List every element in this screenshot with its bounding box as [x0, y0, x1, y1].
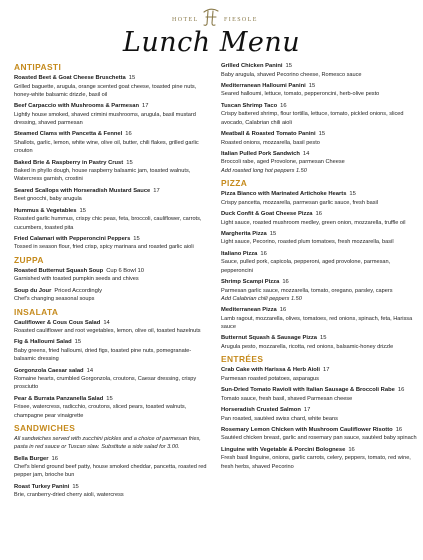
item-name: Sun-Dried Tomato Ravioli with Italian Sausage & Broccoli Rabe [221, 387, 395, 394]
page-title: Lunch Menu [122, 27, 301, 58]
menu-item [221, 426, 417, 443]
item-price: 14 [302, 150, 310, 157]
menu-item [14, 483, 210, 500]
item-price: 15 [318, 130, 326, 137]
item-description: Brie, cranberry-dried cherry aioli, watercress [14, 492, 124, 499]
item-description: Grilled baguette, arugula, orange scented goat cheese, toasted pine nuts, honey-white balsamic drizzle, basil oil [14, 83, 197, 98]
brand-word-fiesole: FIESOLE [224, 17, 258, 23]
right-column [221, 62, 417, 474]
item-price: 16 [395, 426, 403, 433]
menu-item [221, 150, 417, 175]
item-name: Fig & Halloumi Salad [14, 339, 72, 346]
hotel-monogram-logo [200, 6, 222, 28]
item-name: Italian Pulled Pork Sandwich [221, 150, 300, 157]
item-price: 15 [320, 335, 327, 342]
menu-item [14, 267, 210, 284]
menu-item [14, 74, 210, 99]
item-price: 16 [282, 278, 289, 285]
menu-item [14, 187, 210, 204]
item-price: 15 [308, 82, 316, 89]
item-name: Hummus & Vegetables [14, 207, 77, 214]
item-price: 16 [280, 102, 287, 109]
item-description: Frisee, watercress, radicchio, croutons, sliced pears, toasted walnuts, champagne pear vinaigrette [14, 404, 187, 419]
menu-item [14, 102, 210, 127]
item-description: Baby greens, fried halloumi, dried figs, toasted pine nuts, pomegranate-balsamic dressing [14, 347, 192, 363]
item-name: Baked Brie & Raspberry in Pastry Crust [14, 159, 124, 166]
item-name: Pear & Burrata Panzanella Salad [14, 395, 104, 402]
item-description: Fresh basil linguine, onions, garlic carrots, celery, peppers, tomato, red wine, fresh herbs, shaved Pecorino [221, 455, 411, 470]
item-addon-note: Add roasted long hot peppers 1.50 [221, 167, 307, 174]
item-description: Sauce, pulled pork, capicola, pepperoni, aged provolone, parmesan, pepperoncini [221, 259, 391, 274]
item-name: Duck Confit & Goat Cheese Pizza [221, 210, 313, 217]
menu-item [221, 306, 417, 331]
menu-item [221, 210, 417, 227]
item-description: Arugula pesto, mozzarella, ricotta, red onions, balsamic-honey drizzle [221, 343, 394, 350]
item-name: Italiano Pizza [221, 250, 258, 257]
left-column [14, 62, 210, 503]
item-price: 17 [303, 406, 311, 413]
section-heading-zuppa: ZUPPA [14, 254, 44, 265]
item-price: 17 [142, 103, 149, 110]
item-description: Roasted garlic hummus, crispy chic peas, feta, broccoli, cauliflower, carrots, cucumbers, toasted pita [14, 216, 202, 231]
item-price: 16 [315, 210, 322, 217]
menu-item [221, 102, 417, 127]
item-price: 15 [79, 207, 86, 214]
brand-word-hotel: HOTEL [172, 17, 199, 23]
item-name: Soup du Jour [14, 287, 52, 294]
item-name: Shrimp Scampi Pizza [221, 278, 280, 285]
item-price: 16 [51, 455, 58, 462]
item-description: Romaine hearts, crumbled Gorgonzola, croutons, Caesar dressing, crispy prosciutto [14, 376, 197, 391]
item-name: Beef Carpaccio with Mushrooms & Parmesan [14, 103, 139, 110]
menu-item [14, 159, 210, 184]
item-description: Chef's changing seasonal soups [14, 296, 95, 303]
menu-item [221, 446, 417, 471]
item-name: Pizza Bianco with Marinated Artichoke Hearts [221, 191, 347, 198]
item-description: Shallots, garlic, lemon, white wine, olive oil, butter, chili flakes, grilled garlic crouton [14, 139, 199, 155]
item-description: Parmesan roasted potatoes, asparagus [221, 375, 319, 382]
item-price: 17 [153, 187, 160, 194]
item-name: Horseradish Crusted Salmon [221, 406, 301, 413]
item-description: Tomato sauce, fresh basil, shaved Parmesan cheese [221, 395, 353, 402]
item-price: 14 [86, 367, 94, 374]
pizza-list [221, 190, 417, 351]
item-name: Bella Burger [14, 455, 49, 462]
item-name: Grilled Chicken Panini [221, 63, 283, 69]
section-heading-pizza: PIZZA [221, 178, 248, 189]
menu-item [14, 319, 210, 336]
item-name: Crab Cake with Harissa & Herb Aioli [221, 367, 321, 374]
item-description: Seared halloumi, lettuce, tomato, pepperoncini, herb-olive pesto [221, 91, 380, 98]
item-price: 15 [106, 395, 113, 402]
zuppa-list [14, 267, 210, 304]
item-description: Light sauce, roasted mushroom medley, green onion, mozzarella, truffle oil [221, 219, 406, 226]
item-name: Mediterranean Pizza [221, 307, 277, 314]
item-name: Gorgonzola Caesar salad [14, 367, 84, 374]
item-price: 15 [269, 230, 277, 237]
item-price: 16 [348, 446, 355, 453]
item-price: 16 [397, 387, 405, 394]
item-name: Seared Scallops with Horseradish Mustard Sauce [14, 187, 151, 194]
item-description: Beet gnocchi, baby arugula [14, 196, 82, 203]
item-description: Roasted onions, mozzarella, basil pesto [221, 139, 320, 146]
item-price: 16 [260, 250, 267, 257]
item-description: Baby arugula, shaved Pecorino cheese, Romesco sauce [221, 71, 362, 78]
item-name: Margherita Pizza [221, 230, 267, 237]
sandwiches-continued-list [221, 62, 417, 175]
menu-item [14, 367, 210, 392]
menu-item [221, 334, 417, 351]
item-name: Roasted Butternut Squash Soup [14, 267, 104, 274]
item-description: Chef's blend ground beef patty, house smoked cheddar, pancetta, roasted red pepper jam, brioche bun [14, 464, 207, 479]
section-heading-sandwiches: SANDWICHES [14, 422, 76, 433]
item-price: Cup 6 Bowl 10 [106, 267, 144, 274]
item-name: Rosemary Lemon Chicken with Mushroom Cauliflower Risotto [221, 426, 393, 433]
item-description: Parmesan garlic sauce, mozzarella, tomato, oregano, parsley, capers [221, 287, 393, 294]
item-description: Crispy battered shrimp, flour tortilla, lettuce, tomato, pickled onions, sliced avocado, Calabrian chili aioli [221, 111, 404, 126]
item-description: Crispy pancetta, mozzarella, parmesan garlic sauce, fresh basil [221, 199, 379, 206]
item-name: Butternut Squash & Sausage Pizza [221, 335, 317, 342]
section-heading-entrees: ENTRÉES [221, 354, 264, 365]
item-price: 15 [74, 339, 82, 346]
item-name: Steamed Clams with Pancetta & Fennel [14, 131, 123, 138]
item-description: Lightly house smoked, shaved crimini mushrooms, arugula, basil mustard dressing, shaved parmesan [14, 111, 196, 127]
menu-header [0, 0, 423, 64]
item-name: Fried Calamari with Pepperoncini Peppers [14, 235, 131, 242]
menu-item [14, 235, 210, 252]
section-heading-antipasti: ANTIPASTI [14, 62, 62, 72]
item-description: Tossed in season flour, fried crisp, spicy marinara and roasted garlic aioli [14, 244, 194, 251]
item-price: 15 [133, 235, 140, 242]
item-name: Cauliflower & Cous Cous Salad [14, 319, 101, 326]
menu-item [14, 338, 210, 363]
insalata-list [14, 319, 210, 420]
menu-item [221, 250, 417, 275]
item-name: Roast Turkey Panini [14, 483, 70, 490]
item-description: Light sauce, Pecorino, roasted plum tomatoes, fresh mozzarella, basil [221, 239, 394, 246]
menu-item [14, 395, 210, 420]
menu-item [221, 62, 417, 79]
sandwiches-note: All sandwiches served with zucchini pickles and a choice of parmesan fries, pasta in red sauce or Tuscan slaw. Substitute a side salad for 3.00. [14, 435, 201, 451]
item-name: Tuscan Shrimp Taco [221, 102, 278, 109]
item-price: 14 [103, 319, 110, 326]
antipasti-list [14, 74, 210, 252]
item-name: Linguine with Vegetable & Porcini Bolognese [221, 446, 346, 453]
menu-item [221, 278, 417, 303]
item-price: 15 [349, 191, 356, 198]
item-name: Meatball & Roasted Tomato Panini [221, 130, 316, 137]
item-description: Garnished with toasted pumpkin seeds and chives [14, 276, 139, 283]
menu-item [221, 130, 417, 147]
menu-item [221, 190, 417, 207]
item-description: Lamb ragout, mozzarella, olives, tomatoes, red onions, spinach, feta, Harissa sauce [221, 315, 413, 330]
item-price: Priced Accordingly [54, 287, 103, 294]
item-name: Roasted Beet & Goat Cheese Bruschetta [14, 75, 126, 81]
entrees-list [221, 366, 417, 471]
item-description: Roasted cauliflower and root vegetables, lemon, olive oil, toasted hazelnuts [14, 328, 201, 335]
item-price: 15 [128, 75, 136, 81]
menu-item [14, 130, 210, 155]
menu-item [221, 366, 417, 383]
item-price: 17 [323, 367, 330, 374]
item-description: Sautéed chicken breast, garlic and rosemary pan sauce, sautéed baby spinach [221, 435, 417, 442]
item-price: 15 [126, 159, 133, 166]
item-name: Mediterranean Halloumi Panini [221, 82, 306, 89]
menu-item [221, 230, 417, 247]
item-price: 15 [72, 483, 79, 490]
item-description: Pan roasted, sautéed swiss chard, white beans [221, 415, 338, 422]
sandwiches-list [14, 455, 210, 500]
item-price: 15 [285, 63, 292, 69]
item-description: Baked in phyllo dough, house raspberry balsamic jam, toasted walnuts, Watercress garnish, crostini [14, 168, 191, 183]
item-description: Broccoli rabe, aged Provolone, parmesan Cheese [221, 159, 345, 166]
menu-item [221, 82, 417, 99]
item-price: 16 [279, 307, 287, 314]
menu-item [221, 386, 417, 403]
menu-item [14, 287, 210, 304]
item-price: 16 [125, 131, 132, 138]
menu-item [14, 207, 210, 232]
menu-item [221, 406, 417, 423]
menu-item [14, 455, 210, 480]
section-heading-insalata: INSALATA [14, 306, 59, 317]
item-addon-note: Add Calabrian chili peppers 1.50 [221, 295, 302, 302]
